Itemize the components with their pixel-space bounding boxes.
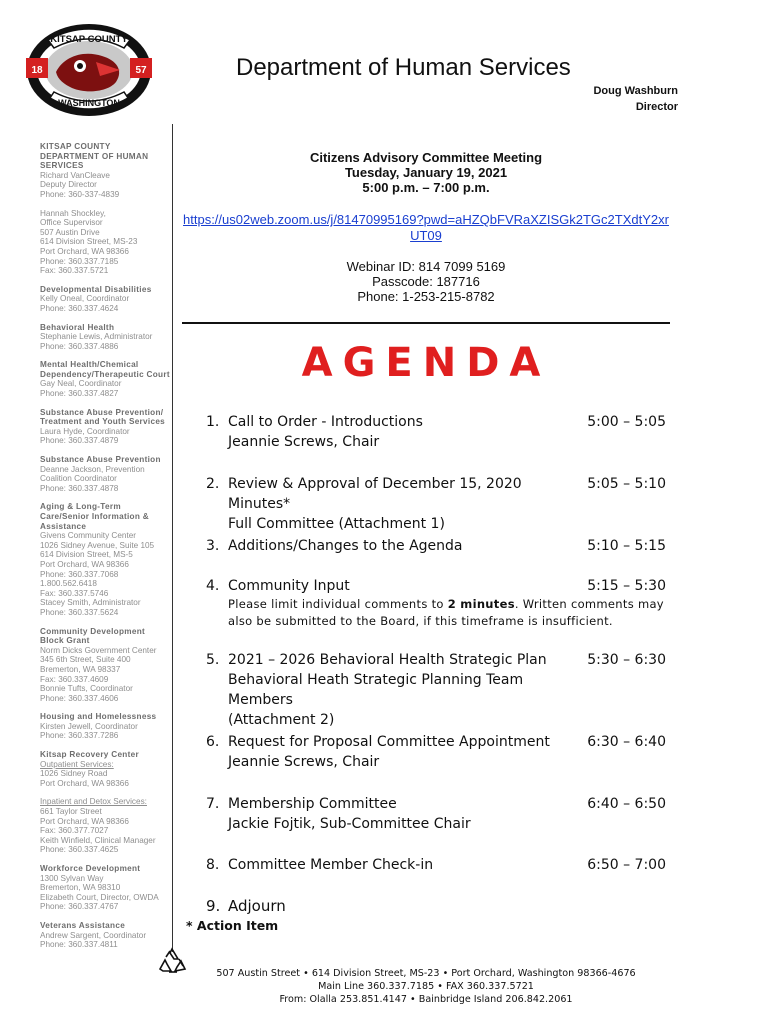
sidebar-line: Richard VanCleave [40,170,110,180]
agenda-item-title: Call to Order - Introductions [228,414,423,430]
sidebar-subheading: Outpatient Services: [40,759,114,769]
note-emphasis: 2 minutes [447,597,515,611]
sidebar-line: Stephanie Lewis, Administrator [40,332,153,342]
sidebar-line: 661 Taylor Street [40,807,102,817]
sidebar-line: 345 6th Street, Suite 400 [40,655,131,665]
sidebar-heading: Care/Senior Information & [40,512,149,521]
sidebar-line: Deanne Jackson, Prevention [40,464,145,474]
sidebar-line: Kelly Oneal, Coordinator [40,294,130,304]
footer-main-line: Main Line 360.337.7185 • FAX 360.337.5721 [318,981,534,992]
sidebar-heading: Veterans Assistance [40,920,126,930]
sidebar-line: Port Orchard, WA 98366 [40,816,129,826]
agenda-item-detail: Jeannie Screws, Chair [228,754,380,770]
sidebar-line: Phone: 360-337-4839 [40,189,120,199]
sidebar-line: Deputy Director [40,180,97,190]
sidebar-line: Phone: 360.337.4879 [40,436,119,446]
sidebar-block [40,323,170,352]
agenda-item-note [228,596,668,630]
sidebar-heading: SERVICES [40,161,84,171]
svg-text:18: 18 [31,65,43,76]
agenda-heading: AGENDA [301,340,551,386]
sidebar-line: Phone: 360.337.5624 [40,607,119,617]
meeting-title: Citizens Advisory Committee Meeting [309,150,543,165]
sidebar-block [40,921,170,950]
svg-text:57: 57 [135,65,147,76]
sidebar-line: Keith Winfield, Clinical Manager [40,835,156,845]
agenda-item-time: 6:40 – 6:50 [587,796,666,812]
sidebar-block [40,285,170,314]
sidebar-heading: Aging & Long-Term [40,502,121,512]
footer-branches: From: Olalla 253.851.4147 • Bainbridge Island 206.842.2061 [279,994,573,1005]
sidebar-heading: KITSAP COUNTY [40,142,111,151]
sidebar-subheading: Inpatient and Detox Services: [40,797,147,807]
sidebar-block [40,797,170,855]
sidebar-heading: Kitsap Recovery Center [40,750,139,760]
zoom-link[interactable]: https://us02web.zoom.us/j/81470995169?pwd=aHZQbFVRaXZISGk2TGc2TXdtY2xrUT09 [183,212,669,243]
meeting-time: 5:00 p.m. – 7:00 p.m. [362,180,490,195]
agenda-item-time: 5:05 – 5:10 [587,476,666,492]
agenda-item-detail: Behavioral Heath Strategic Planning Team Members [228,672,524,708]
sidebar-block [40,455,170,493]
sidebar-line: Office Supervisor [40,218,103,228]
sidebar-block [40,712,170,741]
agenda-item-time: 6:30 – 6:40 [587,734,666,750]
agenda-item-title: Additions/Changes to the Agenda [228,538,463,554]
sidebar-line: Phone: 360.337.4811 [40,940,118,950]
agenda-item-title: Review & Approval of December 15, 2020 Minutes* [228,476,522,512]
sidebar-line: Fax: 360.337.5746 [40,588,109,598]
agenda-item-detail: Jackie Fojtik, Sub-Committee Chair [228,816,471,832]
contact-sidebar [40,142,170,959]
sidebar-heading: Community Development [40,626,146,636]
agenda-item-detail: Full Committee (Attachment 1) [228,516,445,532]
sidebar-heading: Assistance [40,521,87,531]
agenda-item-title: Committee Member Check-in [228,857,434,873]
action-item-note: * Action Item [186,918,279,933]
sidebar-line: Fax: 360.337.5721 [40,266,109,276]
sidebar-line: 614 Division Street, MS-23 [40,237,138,247]
director-name: Doug Washburn [593,85,678,97]
sidebar-line: Port Orchard, WA 98366 [40,778,129,788]
sidebar-line: Gay Neal, Coordinator [40,379,122,389]
agenda-item-number: 8. [206,857,220,873]
svg-text:KITSAP COUNTY: KITSAP COUNTY [50,34,128,45]
agenda-item-number: 9. [206,897,221,915]
agenda-item [206,536,668,556]
director-title: Director [635,101,678,113]
sidebar-line: 614 Division Street, MS-5 [40,550,133,560]
agenda-item-number: 3. [206,538,220,554]
agenda-item-title: Request for Proposal Committee Appointment [228,734,550,750]
meeting-date: Tuesday, January 19, 2021 [344,165,508,180]
agenda-item-time: 5:30 – 6:30 [587,652,666,668]
sidebar-block [40,142,170,200]
sidebar-line: Phone: 360.337.4827 [40,389,119,399]
agenda-item [206,896,668,916]
sidebar-heading: Mental Health/Chemical [40,360,139,370]
sidebar-line: Laura Hyde, Coordinator [40,426,130,436]
sidebar-divider [172,124,173,952]
dial-in-phone: Phone: 1-253-215-8782 [357,289,495,304]
sidebar-heading: Treatment and Youth Services [40,417,166,427]
sidebar-heading: Workforce Development [40,864,141,873]
note-text: . Written comments may also be submitted to the Board, if this timeframe is insufficient. [228,597,664,628]
department-title: Department of Human Services [236,54,571,81]
agenda-item-number: 1. [206,414,220,430]
sidebar-line: Bremerton, WA 98310 [40,883,121,893]
sidebar-line: Phone: 360.337.4625 [40,845,119,855]
agenda-item-number: 6. [206,734,220,750]
sidebar-line: Phone: 360.337.7068 [40,569,119,579]
sidebar-heading: Substance Abuse Prevention [40,455,161,465]
sidebar-line: Port Orchard, WA 98366 [40,246,129,256]
sidebar-line: 1026 Sidney Road [40,769,108,779]
sidebar-block [40,408,170,446]
meeting-header [182,150,670,195]
agenda-item-time: 6:50 – 7:00 [587,857,666,873]
sidebar-line: Kirsten Jewell, Coordinator [40,721,138,731]
agenda-item-number: 4. [206,578,220,594]
sidebar-block [40,502,170,617]
agenda-item-title: 2021 – 2026 Behavioral Health Strategic Plan [228,652,547,668]
agenda-item-number: 2. [206,476,220,492]
agenda-item [206,412,668,452]
agenda-item-detail: Jeannie Screws, Chair [228,434,380,450]
sidebar-line: Elizabeth Court, Director, OWDA [40,892,159,902]
sidebar-line: 1300 Sylvan Way [40,873,104,883]
agenda-item [206,576,668,630]
agenda-item-time: 5:15 – 5:30 [587,578,666,594]
passcode: Passcode: 187716 [372,274,480,289]
agenda-item-time: 5:10 – 5:15 [587,538,666,554]
header-rule [182,322,670,324]
sidebar-line: Fax: 360.337.4609 [40,674,109,684]
agenda-item-time: 5:00 – 5:05 [587,414,666,430]
sidebar-heading: Behavioral Health [40,322,115,332]
sidebar-line: Phone: 360.337.4878 [40,483,119,493]
agenda-item-title: Community Input [228,578,350,594]
sidebar-line: Hannah Shockley, [40,208,106,218]
agenda-item [206,732,668,772]
sidebar-block [40,750,170,788]
agenda-item-number: 7. [206,796,220,812]
sidebar-line: Bremerton, WA 98337 [40,664,121,674]
sidebar-line: Andrew Sargent, Coordinator [40,930,147,940]
note-text: Please limit individual comments to [228,597,448,611]
sidebar-heading: DEPARTMENT OF HUMAN [40,151,149,161]
svg-text:WASHINGTON: WASHINGTON [58,98,120,108]
sidebar-line: Phone: 360.337.7185 [40,256,119,266]
webinar-id: Webinar ID: 814 7099 5169 [346,259,506,274]
agenda-item-number: 5. [206,652,220,668]
sidebar-block [40,627,170,704]
sidebar-line: Fax: 360.377.7027 [40,826,109,836]
sidebar-line: 1.800.562.6418 [40,579,97,589]
sidebar-line: Givens Community Center [40,531,137,541]
sidebar-heading: Substance Abuse Prevention/ [40,407,164,417]
agenda-item-detail: (Attachment 2) [228,712,335,728]
sidebar-block [40,360,170,398]
sidebar-line: Stacey Smith, Administrator [40,598,141,608]
agenda-item [206,794,668,834]
sidebar-heading: Developmental Disabilities [40,284,152,294]
director-block [593,83,678,115]
sidebar-line: Phone: 360.337.4767 [40,902,119,912]
agenda-item-title: Adjourn [228,897,286,915]
sidebar-line: Phone: 360.337.4886 [40,341,119,351]
sidebar-heading: Block Grant [40,636,90,646]
sidebar-line: 1026 Sidney Avenue, Suite 105 [40,540,155,550]
agenda-item-title: Membership Committee [228,796,397,812]
kitsap-county-seal-icon [24,20,154,120]
agenda-item [206,474,668,534]
sidebar-line: Coalition Coordinator [40,474,117,484]
footer [182,967,670,1006]
sidebar-heading: Dependency/Therapeutic Court [40,369,170,379]
sidebar-line: Phone: 360.337.4606 [40,693,119,703]
sidebar-block [40,864,170,912]
sidebar-block [40,209,170,276]
sidebar-line: Phone: 360.337.4624 [40,303,119,313]
agenda-item [206,855,668,875]
agenda-item [206,650,668,730]
sidebar-line: Phone: 360.337.7286 [40,731,119,741]
sidebar-line: Bonnie Tufts, Coordinator [40,684,133,694]
sidebar-line: Port Orchard, WA 98366 [40,559,129,569]
webinar-info [182,259,670,304]
sidebar-line: 507 Austin Drive [40,227,100,237]
footer-address: 507 Austin Street • 614 Division Street, MS-23 • Port Orchard, Washington 98366-4676 [216,968,636,979]
sidebar-heading: Housing and Homelessness [40,712,157,722]
sidebar-line: Norm Dicks Government Center [40,645,157,655]
